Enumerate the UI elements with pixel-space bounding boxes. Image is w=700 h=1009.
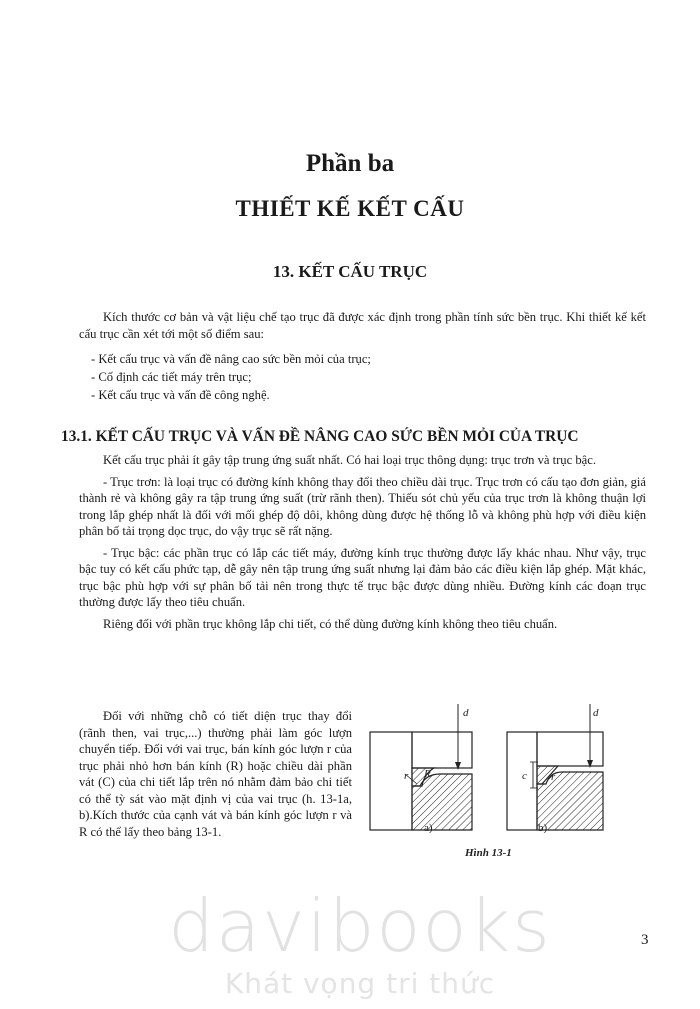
paragraph: - Trục bậc: các phần trục có lắp các tiết máy, đường kính trục thường được lấy khác nhau. Như vậy, trục bậc tuy có kết cấu phức tạp, dễ gây nên tập trung ứng suất nhưng lại đảm bảo các điều kiện lắp ghép. Mặt khác, trục bậc phù hợp với sự phân bố tải nên trong thực tế trục bậc được dùng nhiều. Đường kính các đoạn trục thường được lấy theo tiêu chuẩn.	[79, 545, 646, 609]
paragraph: Kết cấu trục phải ít gây tập trung ứng suất nhất. Có hai loại trục thông dụng: trục trơn và trục bậc.	[103, 453, 596, 467]
chapter-title: 13. KẾT CẤU TRỤC	[272, 262, 428, 281]
bullet-item: - Cố định các tiết máy trên trục;	[91, 370, 252, 384]
watermark	[140, 885, 580, 1001]
label-b: b)	[538, 822, 548, 834]
figure-a-drawing	[370, 704, 472, 830]
paragraph: Riêng đối với phần trục không lắp chi tiết, có thể dùng đường kính không theo tiêu chuẩn.	[103, 616, 558, 631]
label-r-b: r	[551, 771, 556, 783]
watermark-slogan: Khát vọng tri thức	[224, 967, 496, 1000]
figure-caption: Hình 13-1	[465, 847, 512, 859]
page-title: THIẾT KẾ KẾT CẤU	[235, 196, 465, 221]
bullet-item: - Kết cấu trục và vấn đề công nghệ.	[91, 388, 270, 402]
label-d-a: d	[463, 707, 469, 719]
section-heading: 13.1. KẾT CẤU TRỤC VÀ VẤN ĐỀ NÂNG CAO SỨC BỀN MỎI CỦA TRỤC	[61, 428, 579, 445]
figure-b-drawing	[507, 704, 603, 830]
label-r-a: r	[404, 770, 409, 782]
label-a: a)	[424, 822, 433, 834]
page-number: 3	[641, 932, 649, 948]
label-d-b: d	[593, 707, 599, 719]
figure-13-1	[362, 704, 622, 864]
label-R-a: R	[424, 768, 431, 780]
bullet-item: - Kết cấu trục và vấn đề nâng cao sức bền mỏi của trục;	[91, 352, 371, 366]
side-paragraph: Đối với những chỗ có tiết diện trục thay đổi (rãnh then, vai trục,...) thường phải làm góc lượn chuyển tiếp. Đối với vai trục, bán kính góc lượn r của trục phải nhỏ hơn bán kính (R) hoặc chiều dài phần vát (C) của chi tiết lắp trên nó nhằm đảm bảo chi tiết có thể tỳ sát vào mặt định vị của vai trục (h. 13-1a, b).Kích thước của cạnh vát và bán kính góc lượn r và R có thể lấy theo bảng 13-1.	[79, 709, 352, 839]
paragraph: - Trục trơn: là loại trục có đường kính không thay đổi theo chiều dài trục. Trục trơn có cấu tạo đơn giản, giá thành rẻ và không gây ra tập trung ứng suất (trừ rãnh then). Thiếu sót chủ yếu của trục trơn là không thuận lợi trong lắp ghép nhất là đối với mối ghép độ dôi, không dùng được hệ thống lỗ và không phù hợp với điều kiện phân bố tải trọng dọc trục, do vậy trục sẽ rất nặng.	[79, 474, 646, 538]
body-text	[79, 452, 646, 637]
label-c-b: c	[522, 770, 527, 782]
intro-paragraph: Kích thước cơ bản và vật liệu chế tạo trục đã được xác định trong phần tính sức bền trục. Khi thiết kế kết cấu trục cần xét tới một số điểm sau:	[79, 310, 646, 341]
bullet-list	[91, 350, 641, 404]
part-title: Phần ba	[305, 150, 395, 177]
watermark-logo: davibooks	[168, 884, 552, 968]
